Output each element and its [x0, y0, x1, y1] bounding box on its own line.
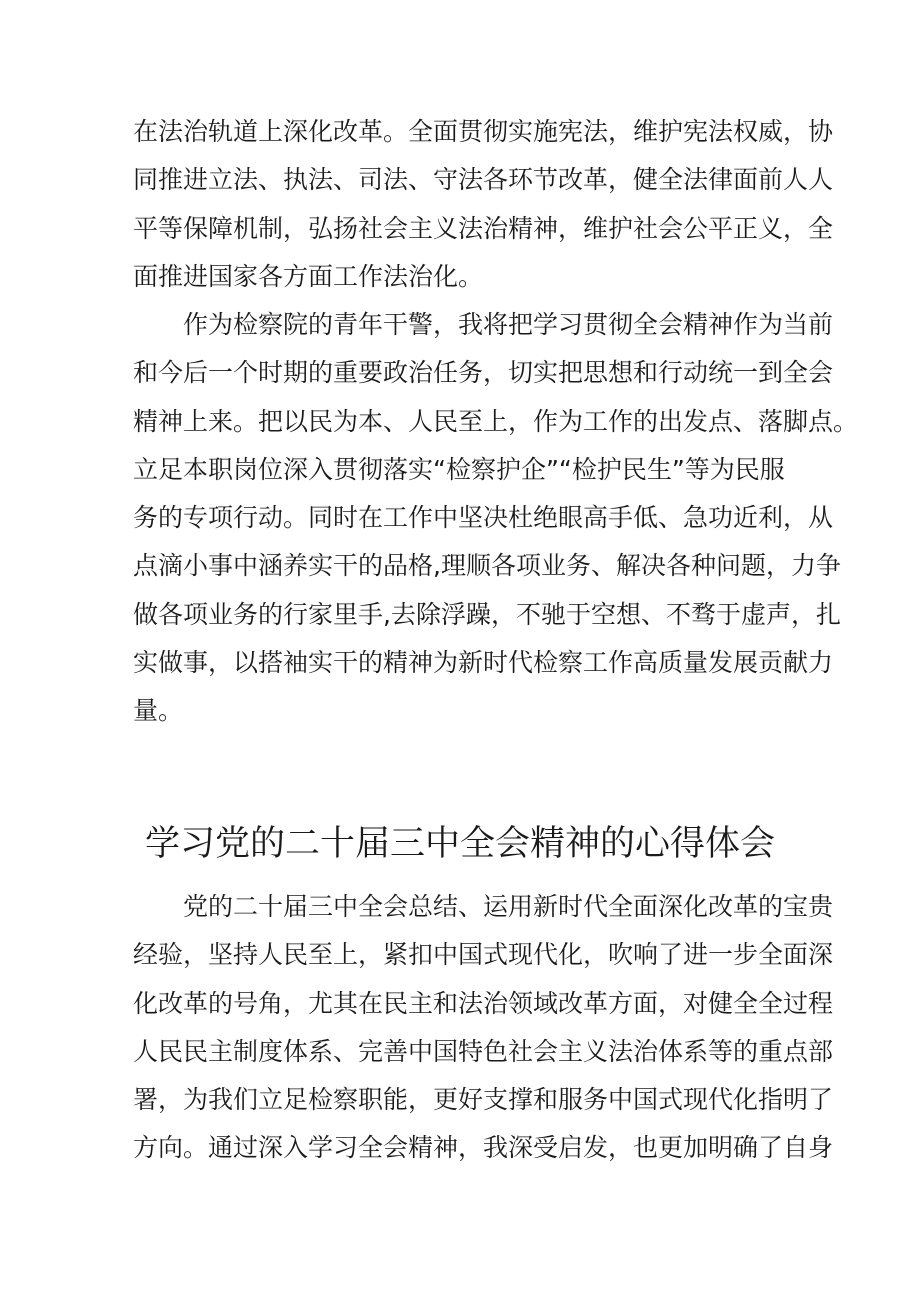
paragraph-line: 点滴小事中涵养实干的品格,理顺各项业务、解决各种问题，力争 — [133, 551, 841, 581]
paragraph-line: 和今后一个时期的重要政治任务，切实把思想和行动统一到全会 — [133, 358, 834, 388]
paragraph-line: 党的二十届三中全会总结、运用新时代全面深化改革的宝贵 — [183, 892, 834, 921]
paragraph-line: 面推进国家各方面工作法治化。 — [133, 261, 484, 291]
paragraph-line: 方向。通过深入学习全会精神，我深受启发，也更加明确了自身 — [133, 1133, 834, 1163]
paragraph-line: 实做事，以搭袖实干的精神为新时代检察工作高质量发展贡献力 — [133, 648, 834, 678]
paragraph-3 — [133, 883, 834, 1173]
paragraph-line: 同推进立法、执法、司法、守法各环节改革，健全法律面前人人 — [133, 165, 834, 195]
paragraph-line: 量。 — [133, 696, 184, 726]
paragraph-2 — [133, 301, 859, 736]
paragraph-line: 化改革的号角，尤其在民主和法治领域改革方面，对健全全过程 — [133, 988, 834, 1018]
paragraph-line: 作为检察院的青年干警，我将把学习贯彻全会精神作为当前 — [183, 310, 834, 339]
paragraph-line: 精神上来。把以民为本、人民至上，作为工作的出发点、落脚点。 — [133, 406, 859, 436]
paragraph-line: 署，为我们立足检察职能，更好支撑和服务中国式现代化指明了 — [133, 1085, 834, 1115]
paragraph-line: 立足本职岗位深入贯彻落实“检察护企”“检护民生”等为民服 — [133, 454, 785, 484]
paragraph-line: 在法治轨道上深化改革。全面贯彻实施宪法，维护宪法权威，协 — [133, 117, 834, 146]
paragraph-line: 平等保障机制，弘扬社会主义法治精神，维护社会公平正义，全 — [133, 213, 834, 243]
paragraph-line: 人民民主制度体系、完善中国特色社会主义法治体系等的重点部 — [133, 1036, 834, 1066]
paragraph-line: 经验，坚持人民至上，紧扣中国式现代化，吹响了进一步全面深 — [133, 940, 834, 970]
paragraph-1 — [133, 108, 834, 301]
paragraph-line: 做各项业务的行家里手,去除浮躁，不驰于空想、不骛于虚声，扎 — [133, 599, 841, 629]
document-title: 学习党的二十届三中全会精神的心得体会 — [144, 824, 775, 865]
paragraph-line: 务的专项行动。同时在工作中坚决杜绝眼高手低、急功近利，从 — [133, 503, 834, 533]
